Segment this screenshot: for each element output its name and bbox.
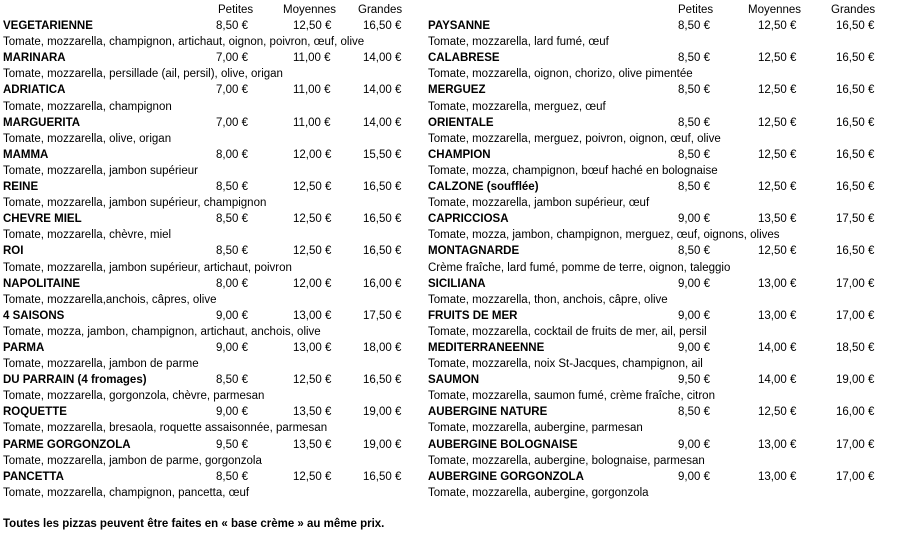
pizza-name: MARGUERITA: [3, 116, 81, 129]
price-medium: 12,50 €: [293, 213, 332, 226]
pizza-name: ROQUETTE: [3, 406, 67, 419]
price-small: 9,00 €: [678, 438, 710, 451]
pizza-item: [428, 82, 898, 98]
pizza-name: CALZONE (soufflée): [428, 181, 539, 194]
price-small: 9,00 €: [678, 277, 710, 290]
header-small: Petites: [678, 4, 714, 16]
header-small: Petites: [218, 4, 254, 16]
price-medium: 12,50 €: [293, 20, 332, 33]
pizza-ingredients: Tomate, mozzarella, persillade (ail, persil), olive, origan: [3, 68, 283, 81]
pizza-ingredients: Tomate, mozza, jambon, champignon, merguez, œuf, oignons, olives: [428, 229, 780, 242]
pizza-ingredients: Tomate, mozzarella, aubergine, gorgonzola: [428, 486, 649, 499]
price-medium: 12,50 €: [293, 374, 332, 387]
pizza-name: CAPRICCIOSA: [428, 213, 509, 226]
pizza-ingredients: Tomate, mozzarella, jambon supérieur, champignon: [3, 197, 267, 210]
header-medium: Moyennes: [283, 4, 337, 16]
pizza-name: PARMA: [3, 341, 45, 354]
pizza-item: [428, 340, 898, 356]
pizza-name: CHAMPION: [428, 148, 491, 161]
pizza-item: [428, 437, 898, 453]
pizza-name: ADRIATICA: [3, 84, 66, 97]
price-small: 8,50 €: [216, 20, 248, 33]
price-small: 8,50 €: [678, 245, 710, 258]
pizza-item: [428, 115, 898, 131]
pizza-ingredients: Tomate, mozzarella,anchois, câpres, olive: [3, 293, 217, 306]
price-small: 8,50 €: [678, 84, 710, 97]
pizza-ingredients: Tomate, mozzarella, jambon de parme: [3, 358, 199, 371]
pizza-list: [428, 18, 898, 501]
pizza-name: CHEVRE MIEL: [3, 213, 82, 226]
pizza-ingredients: Tomate, mozzarella, jambon supérieur: [3, 164, 198, 177]
pizza-item: [428, 469, 898, 485]
price-large: 14,00 €: [363, 116, 402, 129]
price-large: 16,50 €: [836, 116, 875, 129]
pizza-name: MAMMA: [3, 148, 49, 161]
price-medium: 12,50 €: [293, 470, 332, 483]
price-medium: 12,50 €: [758, 20, 797, 33]
price-medium: 12,50 €: [758, 116, 797, 129]
pizza-name: ROI: [3, 245, 24, 258]
pizza-ingredients: Tomate, mozzarella, gorgonzola, chèvre, parmesan: [3, 390, 265, 403]
header-large: Grandes: [358, 4, 403, 16]
pizza-name: MEDITERRANEENNE: [428, 341, 545, 354]
pizza-ingredients: Tomate, mozzarella, champignon: [3, 100, 172, 113]
pizza-ingredients: Tomate, mozzarella, aubergine, bolognaise, parmesan: [428, 454, 705, 467]
price-medium: 13,50 €: [758, 213, 797, 226]
pizza-name: MONTAGNARDE: [428, 245, 520, 258]
size-header: [428, 2, 898, 18]
price-large: 17,50 €: [363, 309, 402, 322]
price-small: 9,00 €: [216, 309, 248, 322]
pizza-item: [428, 179, 898, 195]
price-medium: 12,50 €: [758, 406, 797, 419]
price-small: 8,50 €: [678, 20, 710, 33]
pizza-ingredients: Tomate, mozzarella, champignon, pancetta, œuf: [3, 486, 250, 499]
header-medium: Moyennes: [748, 4, 802, 16]
pizza-ingredients: Tomate, mozzarella, thon, anchois, câpre, olive: [428, 293, 668, 306]
price-medium: 12,50 €: [758, 245, 797, 258]
price-small: 8,00 €: [216, 148, 248, 161]
price-small: 7,00 €: [216, 116, 248, 129]
price-small: 8,00 €: [216, 277, 248, 290]
price-medium: 14,00 €: [758, 374, 797, 387]
pizza-item: [428, 18, 898, 34]
price-small: 8,50 €: [216, 470, 248, 483]
pizza-ingredients: Tomate, mozzarella, merguez, poivron, oignon, œuf, olive: [428, 132, 721, 145]
price-medium: 11,00 €: [293, 84, 331, 97]
price-large: 16,50 €: [836, 52, 875, 65]
footer-note: Toutes les pizzas peuvent être faites en « base crème » au même prix.: [3, 518, 385, 530]
pizza-list: [3, 18, 403, 501]
price-medium: 14,00 €: [758, 341, 797, 354]
price-small: 8,50 €: [216, 374, 248, 387]
price-large: 19,00 €: [363, 406, 402, 419]
pizza-item: [3, 147, 403, 163]
pizza-item: [3, 243, 403, 259]
pizza-name: FRUITS DE MER: [428, 309, 518, 322]
price-medium: 12,00 €: [293, 277, 332, 290]
price-medium: 12,50 €: [293, 181, 332, 194]
price-large: 17,00 €: [836, 470, 875, 483]
pizza-item: [3, 340, 403, 356]
price-medium: 13,00 €: [758, 470, 797, 483]
pizza-ingredients: Tomate, mozzarella, olive, origan: [3, 132, 172, 145]
price-large: 16,50 €: [836, 181, 875, 194]
price-large: 16,50 €: [363, 213, 402, 226]
pizza-item: [3, 469, 403, 485]
price-medium: 11,00 €: [293, 52, 331, 65]
price-large: 17,00 €: [836, 438, 875, 451]
price-small: 7,00 €: [216, 84, 248, 97]
price-medium: 13,00 €: [758, 277, 797, 290]
price-small: 9,00 €: [216, 406, 248, 419]
price-small: 8,50 €: [678, 148, 710, 161]
pizza-name: AUBERGINE NATURE: [428, 406, 548, 419]
price-medium: 13,00 €: [293, 341, 332, 354]
price-large: 16,50 €: [363, 20, 402, 33]
price-large: 19,00 €: [363, 438, 402, 451]
pizza-name: SAUMON: [428, 374, 480, 387]
pizza-name: SICILIANA: [428, 277, 486, 290]
pizza-item: [428, 50, 898, 66]
price-medium: 12,50 €: [758, 52, 797, 65]
price-large: 17,00 €: [836, 277, 875, 290]
price-large: 16,50 €: [363, 245, 402, 258]
price-small: 9,00 €: [678, 213, 710, 226]
right-menu-column: [428, 2, 898, 501]
pizza-item: [428, 276, 898, 292]
pizza-ingredients: Tomate, mozzarella, champignon, artichaut, oignon, poivron, œuf, olive: [3, 36, 365, 49]
pizza-ingredients: Crème fraîche, lard fumé, pomme de terre, oignon, taleggio: [428, 261, 731, 274]
price-medium: 11,00 €: [293, 116, 331, 129]
pizza-item: [428, 372, 898, 388]
price-large: 15,50 €: [363, 148, 402, 161]
price-large: 16,50 €: [363, 374, 402, 387]
pizza-item: [3, 18, 403, 34]
price-large: 17,50 €: [836, 213, 875, 226]
price-medium: 13,00 €: [758, 309, 797, 322]
pizza-ingredients: Tomate, mozza, jambon, champignon, artichaut, anchois, olive: [3, 325, 321, 338]
pizza-ingredients: Tomate, mozzarella, saumon fumé, crème fraîche, citron: [428, 390, 715, 403]
price-large: 16,50 €: [363, 470, 402, 483]
price-large: 16,50 €: [836, 148, 875, 161]
pizza-item: [3, 115, 403, 131]
pizza-name: REINE: [3, 181, 39, 194]
price-large: 16,50 €: [836, 84, 875, 97]
pizza-item: [3, 308, 403, 324]
pizza-ingredients: Tomate, mozza, champignon, bœuf haché en bolognaise: [428, 164, 718, 177]
pizza-name: PANCETTA: [3, 470, 64, 483]
pizza-name: MERGUEZ: [428, 84, 486, 97]
pizza-ingredients: Tomate, mozzarella, jambon supérieur, artichaut, poivron: [3, 261, 292, 274]
price-small: 9,50 €: [678, 374, 710, 387]
price-medium: 12,50 €: [758, 148, 797, 161]
price-large: 16,00 €: [836, 406, 875, 419]
pizza-item: [3, 404, 403, 420]
pizza-name: CALABRESE: [428, 52, 500, 65]
pizza-item: [3, 372, 403, 388]
price-small: 9,00 €: [678, 341, 710, 354]
price-large: 14,00 €: [363, 84, 402, 97]
price-small: 8,50 €: [678, 52, 710, 65]
price-large: 16,50 €: [836, 245, 875, 258]
pizza-ingredients: Tomate, mozzarella, aubergine, parmesan: [428, 422, 643, 435]
pizza-name: NAPOLITAINE: [3, 277, 81, 290]
pizza-name: DU PARRAIN (4 fromages): [3, 374, 147, 387]
price-small: 7,00 €: [216, 52, 248, 65]
pizza-ingredients: Tomate, mozzarella, lard fumé, œuf: [428, 36, 609, 49]
price-medium: 13,50 €: [293, 406, 332, 419]
pizza-item: [428, 147, 898, 163]
pizza-name: PARME GORGONZOLA: [3, 438, 131, 451]
pizza-item: [428, 243, 898, 259]
pizza-item: [428, 404, 898, 420]
price-small: 8,50 €: [678, 181, 710, 194]
price-large: 16,50 €: [836, 20, 875, 33]
pizza-ingredients: Tomate, mozzarella, cocktail de fruits de mer, ail, persil: [428, 325, 707, 338]
pizza-ingredients: Tomate, mozzarella, jambon de parme, gorgonzola: [3, 454, 262, 467]
price-small: 8,50 €: [216, 245, 248, 258]
price-large: 16,00 €: [363, 277, 402, 290]
price-medium: 12,50 €: [293, 245, 332, 258]
size-header: [3, 2, 403, 18]
pizza-name: VEGETARIENNE: [3, 20, 93, 33]
price-small: 8,50 €: [216, 181, 248, 194]
price-large: 16,50 €: [363, 181, 402, 194]
price-medium: 13,00 €: [758, 438, 797, 451]
header-large: Grandes: [831, 4, 876, 16]
price-small: 9,00 €: [216, 341, 248, 354]
pizza-item: [428, 211, 898, 227]
price-medium: 12,50 €: [758, 181, 797, 194]
pizza-item: [3, 50, 403, 66]
price-large: 14,00 €: [363, 52, 402, 65]
price-large: 18,00 €: [363, 341, 402, 354]
price-medium: 12,50 €: [758, 84, 797, 97]
price-small: 9,00 €: [678, 470, 710, 483]
pizza-name: 4 SAISONS: [3, 309, 65, 322]
left-menu-column: [3, 2, 403, 501]
price-medium: 12,00 €: [293, 148, 332, 161]
pizza-name: AUBERGINE GORGONZOLA: [428, 470, 584, 483]
pizza-item: [3, 179, 403, 195]
pizza-item: [3, 276, 403, 292]
price-medium: 13,50 €: [293, 438, 332, 451]
price-medium: 13,00 €: [293, 309, 332, 322]
price-small: 9,00 €: [678, 309, 710, 322]
pizza-ingredients: Tomate, mozzarella, merguez, œuf: [428, 100, 606, 113]
price-large: 18,50 €: [836, 341, 875, 354]
pizza-item: [428, 308, 898, 324]
price-small: 8,50 €: [216, 213, 248, 226]
price-large: 19,00 €: [836, 374, 875, 387]
pizza-item: [3, 82, 403, 98]
pizza-ingredients: Tomate, mozzarella, chèvre, miel: [3, 229, 172, 242]
price-small: 9,50 €: [216, 438, 248, 451]
price-small: 8,50 €: [678, 116, 710, 129]
price-small: 8,50 €: [678, 406, 710, 419]
pizza-ingredients: Tomate, mozzarella, jambon supérieur, œuf: [428, 197, 650, 210]
price-large: 17,00 €: [836, 309, 875, 322]
pizza-ingredients: Tomate, mozzarella, noix St-Jacques, champignon, ail: [428, 358, 703, 371]
pizza-item: [3, 437, 403, 453]
pizza-name: AUBERGINE BOLOGNAISE: [428, 438, 578, 451]
pizza-item: [3, 211, 403, 227]
pizza-name: PAYSANNE: [428, 20, 490, 33]
pizza-name: MARINARA: [3, 52, 66, 65]
pizza-ingredients: Tomate, mozzarella, oignon, chorizo, olive pimentée: [428, 68, 693, 81]
pizza-name: ORIENTALE: [428, 116, 494, 129]
pizza-ingredients: Tomate, mozzarella, bresaola, roquette assaisonnée, parmesan: [3, 422, 328, 435]
